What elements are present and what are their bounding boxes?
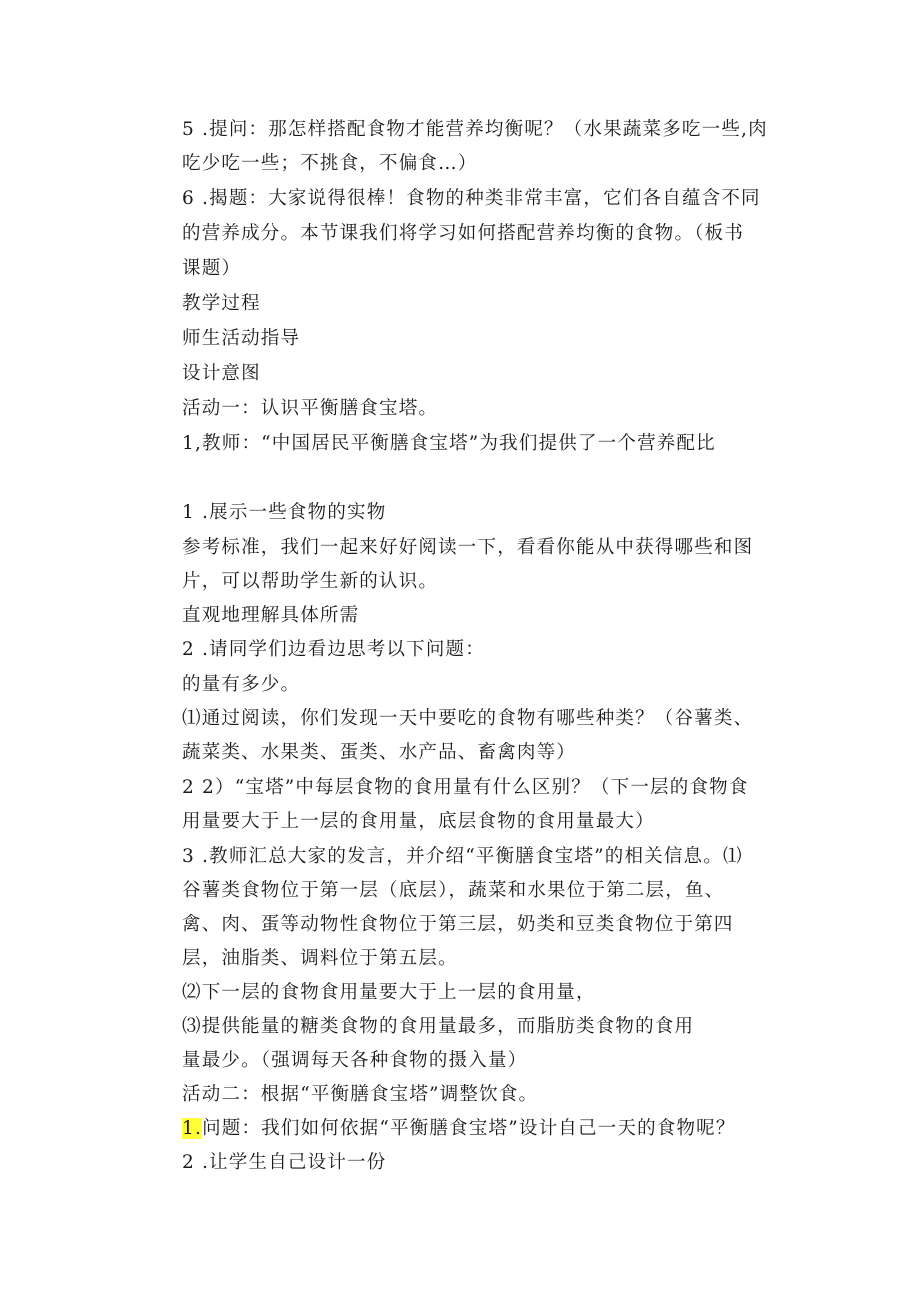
text-line: 层，油脂类、调料位于第五层。 xyxy=(182,948,458,969)
text-line: ⑶提供能量的糖类食物的食用量最多，而脂肪类食物的食用 xyxy=(182,1016,695,1037)
activity-heading: 活动二：根据“平衡膳食宝塔”调整饮食。 xyxy=(182,1084,539,1105)
text-line: 3 .教师汇总大家的发言，并介绍“平衡膳食宝塔”的相关信息。⑴ xyxy=(182,846,743,867)
text-line: 参考标准，我们一起来好好阅读一下，看看你能从中获得哪些和图 xyxy=(182,537,754,558)
text-line: 蔬菜类、水果类、蛋类、水产品、畜禽肉等） xyxy=(182,742,577,763)
text-line: 5 .提问：那怎样搭配食物才能营养均衡呢？（水果蔬菜多吃一些,肉 xyxy=(182,119,768,140)
text-line: 2 2）“宝塔”中每层食物的食用量有什么区别？（下一层的食物食 xyxy=(182,777,749,798)
question-text: 问题：我们如何依据“平衡膳食宝塔”设计自己一天的食物呢？ xyxy=(202,1118,736,1139)
section-heading: 设计意图 xyxy=(182,363,261,384)
text-line: 课题） xyxy=(182,258,242,279)
text-line: 6 .揭题：大家说得很棒！食物的种类非常丰富，它们各自蕴含不同 xyxy=(182,188,761,209)
text-line: ⑴通过阅读，你们发现一天中要吃的食物有哪些种类？（谷薯类、 xyxy=(182,708,754,729)
text-line: 量最少。（强调每天各种食物的摄入量） xyxy=(182,1050,528,1071)
text-line: 直观地理解具体所需 xyxy=(182,605,360,626)
text-line: 的量有多少。 xyxy=(182,674,301,695)
text-line: 2 .请同学们边看边思考以下问题： xyxy=(182,639,485,660)
highlighted-number: 1. xyxy=(182,1118,203,1139)
section-heading: 师生活动指导 xyxy=(182,328,301,349)
text-line: 用量要大于上一层的食用量，底层食物的食用量最大） xyxy=(182,811,655,832)
text-line: ⑵下一层的食物食用量要大于上一层的食用量， xyxy=(182,982,596,1003)
section-heading: 教学过程 xyxy=(182,293,261,314)
text-line: 1,教师：“中国居民平衡膳食宝塔”为我们提供了一个营养配比 xyxy=(182,433,716,454)
text-line: 1 .展示一些食物的实物 xyxy=(182,502,387,523)
text-line: 禽、肉、蛋等动物性食物位于第三层，奶类和豆类食物位于第四 xyxy=(182,914,734,935)
text-line: 谷薯类食物位于第一层（底层），蔬菜和水果位于第二层，鱼、 xyxy=(182,880,725,901)
text-line: 片，可以帮助学生新的认识。 xyxy=(182,571,439,592)
text-line: 2 .让学生自己设计一份 xyxy=(182,1152,387,1173)
activity-heading: 活动一：认识平衡膳食宝塔。 xyxy=(182,398,439,419)
text-line xyxy=(182,1117,736,1141)
text-line: 的营养成分。本节课我们将学习如何搭配营养均衡的食物。（板书 xyxy=(182,223,745,244)
text-line: 吃少吃一些；不挑食，不偏食…） xyxy=(182,153,478,174)
